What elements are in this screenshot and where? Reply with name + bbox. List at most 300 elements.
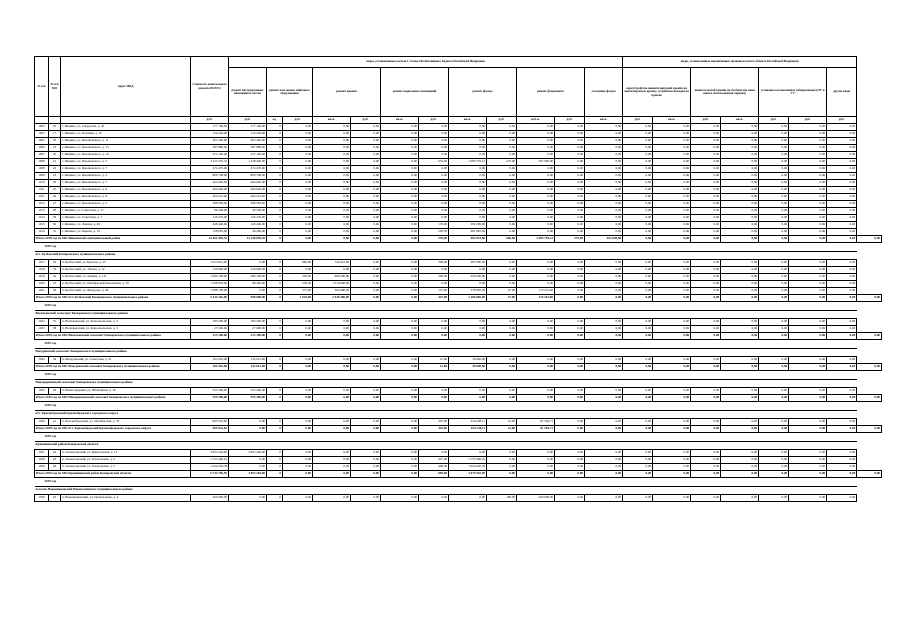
total-cell: 0,00 (691, 395, 721, 402)
table-cell: 0,00 (623, 464, 653, 471)
total-cell: 213 100,00 (229, 333, 267, 340)
table-cell: 0,00 (419, 152, 449, 159)
table-cell: 0,00 (585, 194, 623, 201)
table-cell: 0,00 (351, 124, 381, 131)
table-cell: 0,00 (313, 267, 351, 274)
table-cell: 0,00 (789, 450, 827, 457)
municipality-label: поселок Новоивановский Новокузнецкого муниципального района (35, 486, 857, 495)
address-cell: г. Яшкино, ул. Кирова, д. 16 (61, 229, 191, 236)
table-cell: 0,00 (517, 145, 555, 152)
total-cell: 14 401 095,32 (191, 236, 229, 243)
total-cell: 0,00 (857, 364, 882, 371)
table-cell: 0,00 (313, 166, 351, 173)
total-cell: 0,00 (229, 426, 267, 433)
total-cell: 0,00 (857, 471, 882, 478)
address-cell: п. Новоивановский, ул. Центральная, д. 4 (61, 495, 191, 502)
table-cell: 0,00 (653, 450, 691, 457)
table-cell: 0,00 (721, 388, 759, 395)
year-row (35, 433, 882, 442)
total-cell: 0,00 (419, 395, 449, 402)
table-cell: 0,00 (283, 464, 313, 471)
table-cell: 0,00 (487, 166, 517, 173)
table-cell: 600 000,00 (449, 274, 487, 281)
table-cell: 0,00 (789, 464, 827, 471)
table-cell: 0,00 (313, 326, 351, 333)
table-cell: 0,00 (721, 260, 759, 267)
total-cell: 0 (267, 426, 283, 433)
table-cell: 0,00 (381, 131, 419, 138)
table-row (35, 357, 882, 364)
table-cell: 0,00 (555, 201, 585, 208)
table-cell: 0,00 (691, 201, 721, 208)
table-cell: 0,00 (313, 201, 351, 208)
table-cell: 1011 (35, 187, 49, 194)
table-cell: 31 (49, 229, 61, 236)
table-cell: 388 584,00 (191, 201, 229, 208)
total-cell: 11 238 039,20 (229, 236, 267, 243)
table-cell: 0,00 (653, 187, 691, 194)
table-cell: 0 (267, 152, 283, 159)
table-cell: 0,00 (653, 326, 691, 333)
table-cell: 200 000,00 (517, 495, 555, 502)
address-cell: г. Яшкино, ул. Циолковского, д. 5 (61, 159, 191, 166)
total-cell: 0,00 (517, 333, 555, 340)
table-cell: 0,00 (229, 457, 267, 464)
unit-cell-blank (61, 117, 191, 124)
col-header-meters: установка коллективных (общедомовых) ПУ и УУ (759, 68, 827, 117)
table-cell: 0,00 (789, 419, 827, 426)
year-row (35, 340, 882, 349)
table-cell: 1 083 755,12 (449, 159, 487, 166)
table-cell: 0,00 (381, 152, 419, 159)
table-cell: 0,00 (419, 450, 449, 457)
table-cell: 0,00 (381, 173, 419, 180)
table-cell: 0,00 (283, 267, 313, 274)
table-cell: 0,00 (721, 319, 759, 326)
table-cell: 0,00 (721, 288, 759, 295)
table-cell: 0,00 (487, 326, 517, 333)
table-cell: 0,00 (827, 457, 857, 464)
unit-cell: ед. (267, 117, 283, 124)
total-cell: 0,00 (313, 426, 351, 433)
municipality-label: пгт. Краснобродский Краснобродского городского округа (35, 410, 857, 419)
table-cell: 0,00 (691, 495, 721, 502)
table-cell: 809 748,00 (191, 173, 229, 180)
table-cell: 0,00 (827, 166, 857, 173)
table-cell: 0,00 (721, 187, 759, 194)
table-cell: 0,00 (721, 450, 759, 457)
table-row (35, 274, 882, 281)
table-cell: 38 (49, 326, 61, 333)
total-row (35, 236, 882, 243)
table-cell: 0,00 (789, 138, 827, 145)
table-row (35, 464, 882, 471)
table-cell: 0,00 (487, 274, 517, 281)
table-cell: 0,00 (585, 388, 623, 395)
table-cell: 0,00 (759, 388, 789, 395)
table-cell: 0,00 (381, 357, 419, 364)
table-cell: 0,00 (381, 145, 419, 152)
total-cell: 0,00 (585, 295, 623, 302)
table-cell: 170,00 (419, 222, 449, 229)
table-cell: 0,00 (691, 388, 721, 395)
table-cell: 0,00 (517, 124, 555, 131)
table-cell: 154 204,00 (191, 131, 229, 138)
table-cell: 728 081,00 (191, 229, 229, 236)
table-cell: 0,00 (759, 180, 789, 187)
table-cell: 0,00 (789, 495, 827, 502)
table-cell: 0,00 (759, 495, 789, 502)
table-cell: 185 500,00 (191, 319, 229, 326)
year-label: 2019 год (35, 402, 857, 411)
table-cell: 0,00 (759, 288, 789, 295)
table-cell: 0,00 (653, 288, 691, 295)
table-cell: 0,00 (555, 388, 585, 395)
table-cell: 0,00 (721, 138, 759, 145)
table-cell: 0,00 (789, 457, 827, 464)
table-cell: 0,00 (759, 229, 789, 236)
table-cell: 0,00 (653, 388, 691, 395)
table-cell: 0,00 (585, 124, 623, 131)
table-cell: 0,00 (555, 145, 585, 152)
table-cell: 39 (49, 357, 61, 364)
table-cell: 0,00 (313, 464, 351, 471)
table-cell: 16 (49, 124, 61, 131)
table-cell: 0,00 (449, 326, 487, 333)
municipality-label: пгт. Кузбасский Кемеровского муниципального района (35, 251, 857, 260)
table-cell: 22 (49, 166, 61, 173)
col-header-facade: ремонт фасада (449, 68, 517, 117)
table-cell: 468,00 (419, 464, 449, 471)
table-cell: 0,00 (555, 450, 585, 457)
table-cell: 0,00 (419, 267, 449, 274)
table-cell: 0,00 (449, 208, 487, 215)
table-cell: 0,00 (517, 267, 555, 274)
table-cell: 0,00 (585, 274, 623, 281)
table-cell: 0,00 (721, 215, 759, 222)
table-cell: 24 (49, 180, 61, 187)
total-cell: 0,00 (789, 333, 827, 340)
table-cell: 0,00 (419, 180, 449, 187)
table-cell: 0,00 (419, 166, 449, 173)
table-cell: 0,00 (381, 215, 419, 222)
table-cell: 0,00 (555, 274, 585, 281)
table-cell: 0,00 (487, 180, 517, 187)
table-cell: 0,00 (487, 208, 517, 215)
table-cell: 100,00 (487, 495, 517, 502)
year-row (35, 302, 882, 311)
table-cell: 555 296,00 (191, 388, 229, 395)
table-cell: 0,00 (827, 131, 857, 138)
table-cell: 0,00 (487, 194, 517, 201)
table-cell: 0,00 (487, 131, 517, 138)
table-row (35, 319, 882, 326)
table-cell: 0 (267, 194, 283, 201)
table-cell: 0,00 (283, 166, 313, 173)
table-cell: 0,00 (721, 222, 759, 229)
total-cell: 0,00 (555, 426, 585, 433)
table-cell: 0,00 (759, 274, 789, 281)
table-cell: 0,00 (487, 173, 517, 180)
table-cell: 0,00 (759, 194, 789, 201)
section-row (35, 310, 882, 319)
table-row (35, 495, 882, 502)
table-cell: 0,00 (555, 208, 585, 215)
address-cell: г. Яшкино, ул. Циолковского, д. 16 (61, 152, 191, 159)
col-header-num-mo: № п/п МО (49, 57, 61, 117)
table-cell: 297 060,00 (517, 159, 555, 166)
table-cell: 0,00 (351, 222, 381, 229)
total-cell: 0,00 (555, 364, 585, 371)
table-cell: 0,00 (653, 215, 691, 222)
table-cell: 154 204,00 (229, 131, 267, 138)
table-cell: 0,00 (653, 124, 691, 131)
table-cell: 0 (267, 495, 283, 502)
table-cell: 0,00 (555, 357, 585, 364)
total-row (35, 333, 882, 340)
table-cell: 0,00 (691, 357, 721, 364)
table-cell: 0,00 (691, 215, 721, 222)
units-row (35, 117, 882, 124)
table-cell: 3 853 204,00 (229, 450, 267, 457)
total-cell: 0,00 (691, 364, 721, 371)
total-cell: 0,00 (759, 295, 789, 302)
total-cell: 0,00 (827, 471, 857, 478)
table-cell: 0,00 (449, 187, 487, 194)
total-cell: 0,00 (691, 333, 721, 340)
table-cell: 0,00 (283, 194, 313, 201)
table-cell: 0,00 (381, 457, 419, 464)
table-cell: 0,00 (351, 187, 381, 194)
table-row (35, 419, 882, 426)
table-cell: 0,00 (283, 419, 313, 426)
total-cell: 0,00 (653, 236, 691, 243)
table-cell: 0,00 (653, 208, 691, 215)
table-cell: 44 (49, 464, 61, 471)
table-cell: 27 (49, 201, 61, 208)
table-cell: 0,00 (283, 495, 313, 502)
table-cell: 0,00 (381, 288, 419, 295)
total-label: Итого 2019 год по МО пгт. Кузбасский Кемеровского муниципального района (35, 295, 191, 302)
table-cell: 320,00 (283, 274, 313, 281)
table-cell: 0,00 (487, 187, 517, 194)
table-cell: 375,00 (283, 288, 313, 295)
table-cell: 0,00 (653, 152, 691, 159)
table-cell: 0,00 (419, 281, 449, 288)
table-cell: 0,00 (449, 152, 487, 159)
table-cell: 0,00 (229, 260, 267, 267)
unit-cell: руб. (759, 117, 789, 124)
total-cell: 1 083 755,12 (517, 236, 555, 243)
year-label: 2019 год (35, 371, 857, 380)
col-header-roof-conversion: переустройство невентилируемой крыши на вентилируемую крышу, устройство выходов на кровлю (623, 68, 691, 117)
table-cell: 0,00 (585, 450, 623, 457)
table-cell: 0,00 (313, 187, 351, 194)
table-cell: 427,00 (419, 457, 449, 464)
unit-cell: руб. (283, 117, 313, 124)
table-cell: 0 (267, 187, 283, 194)
total-row (35, 426, 882, 433)
total-row (35, 471, 882, 478)
table-cell: 0,00 (623, 124, 653, 131)
total-cell: 0,00 (827, 395, 857, 402)
table-cell: 0,00 (691, 187, 721, 194)
table-cell: 0,00 (691, 159, 721, 166)
address-cell: п. Зеленогорский, ул. Театральная, д. 3 (61, 464, 191, 471)
table-cell: 0,00 (517, 222, 555, 229)
total-cell: 895,00 (419, 471, 449, 478)
table-cell: 0,00 (789, 131, 827, 138)
table-cell: 0,00 (381, 388, 419, 395)
unit-cell: куб.м. (517, 117, 555, 124)
table-cell: 0,00 (623, 173, 653, 180)
municipality-label: Мазуровский сельсовет Кемеровского муниципального района (35, 348, 857, 357)
total-cell: 0,00 (759, 236, 789, 243)
total-cell: 41,00 (487, 426, 517, 433)
table-cell: 0 (267, 267, 283, 274)
table-cell: 1020 (35, 281, 49, 288)
address-cell: п. Зеленогорский, ул. Театральная, д. 2 (61, 457, 191, 464)
table-cell: 0,00 (419, 388, 449, 395)
table-cell: 41 (49, 419, 61, 426)
year-row (35, 402, 882, 411)
table-cell: 0,00 (449, 173, 487, 180)
total-cell: 0,00 (623, 395, 653, 402)
col-header-flat-roof: замена плоской крыши на скатную (не ниже нового использования чердака) (691, 68, 759, 117)
table-cell: 0,00 (691, 145, 721, 152)
table-row (35, 388, 882, 395)
table-cell: 0,00 (555, 187, 585, 194)
total-cell: 0,00 (283, 395, 313, 402)
total-cell: 0,00 (351, 471, 381, 478)
table-cell: 40 (49, 388, 61, 395)
table-cell: 0,00 (759, 281, 789, 288)
table-cell: 21 (49, 159, 61, 166)
table-cell: 0,00 (827, 215, 857, 222)
table-cell: 0 (267, 173, 283, 180)
table-cell: 0,00 (283, 319, 313, 326)
total-cell: 0,00 (691, 295, 721, 302)
total-cell: 0,00 (827, 426, 857, 433)
table-cell: 0,00 (381, 274, 419, 281)
total-cell: 0,00 (721, 236, 759, 243)
table-cell: 0,00 (827, 388, 857, 395)
table-cell: 0,00 (351, 145, 381, 152)
table-cell: 0,00 (789, 357, 827, 364)
address-cell: г. Яшкино, ул. Циолковского, д. 7 (61, 180, 191, 187)
table-cell: 126 276,00 (229, 215, 267, 222)
table-cell: 0,00 (653, 357, 691, 364)
table-cell: 0,00 (827, 208, 857, 215)
table-cell: 0,00 (555, 131, 585, 138)
total-cell: 0,00 (381, 236, 419, 243)
table-cell: 0,00 (351, 229, 381, 236)
table-cell: 0,00 (229, 288, 267, 295)
table-cell: 0,00 (585, 208, 623, 215)
col-header-insulation: утепление фасада (585, 68, 623, 117)
table-cell: 405 346,00 (229, 138, 267, 145)
table-cell: 1022 (35, 319, 49, 326)
table-cell: 0,00 (691, 194, 721, 201)
table-cell: 0,00 (623, 187, 653, 194)
address-cell: г. Яшкино, ул. Советская, д. 17 (61, 208, 191, 215)
unit-cell: руб. (623, 117, 653, 124)
year-label: 2019 год (35, 478, 857, 487)
table-cell: 0,00 (789, 274, 827, 281)
table-cell: 0 (267, 419, 283, 426)
table-cell: 0,00 (487, 152, 517, 159)
table-cell: 0,00 (419, 201, 449, 208)
table-cell: 36 (49, 288, 61, 295)
table-cell: 0,00 (691, 464, 721, 471)
table-cell: 177 106,00 (229, 124, 267, 131)
table-cell: 96 348,00 (191, 208, 229, 215)
table-cell: 283,50 (419, 229, 449, 236)
total-cell: 0,00 (691, 426, 721, 433)
total-cell: 0,00 (283, 471, 313, 478)
table-cell: 1016 (35, 229, 49, 236)
municipality-label: Крапивинский район Кемеровской области (35, 441, 857, 450)
total-cell: 0,00 (691, 471, 721, 478)
table-cell: 0,00 (759, 357, 789, 364)
table-cell: 0,00 (555, 166, 585, 173)
table-cell: 0,00 (789, 388, 827, 395)
table-cell: 0,00 (691, 222, 721, 229)
total-cell: 0,00 (381, 395, 419, 402)
table-cell: 0,00 (721, 208, 759, 215)
table-cell: 0,00 (487, 357, 517, 364)
address-cell: п. Кузбасский, ул. Октябрьской Революции, д. 78 (61, 281, 191, 288)
table-cell: 0,00 (721, 159, 759, 166)
total-cell: 0,00 (827, 236, 857, 243)
col-header-engineering: ремонт внутридомовых инженерных систем (229, 68, 267, 117)
table-cell: 0,00 (283, 450, 313, 457)
table-cell: 0,00 (283, 159, 313, 166)
total-cell: 0 (267, 333, 283, 340)
table-cell: 0,00 (623, 288, 653, 295)
table-cell: 0 (267, 326, 283, 333)
total-cell: 0,00 (721, 295, 759, 302)
table-cell: 0,00 (555, 229, 585, 236)
total-cell: 0,00 (381, 471, 419, 478)
table-cell: 0,00 (381, 450, 419, 457)
table-cell: 0,00 (789, 222, 827, 229)
table-cell: 0,00 (585, 357, 623, 364)
table-cell: 0,00 (313, 173, 351, 180)
table-cell: 0,00 (487, 215, 517, 222)
table-cell: 0,00 (487, 229, 517, 236)
table-cell: 0,00 (585, 159, 623, 166)
table-cell: 0 (267, 124, 283, 131)
table-cell: 809 748,00 (229, 173, 267, 180)
table-cell: 0,00 (517, 457, 555, 464)
table-cell: 0,00 (827, 319, 857, 326)
table-cell: 0 (267, 288, 283, 295)
table-cell: 1003 (35, 131, 49, 138)
table-cell: 0,00 (585, 166, 623, 173)
table-cell: 1002 (35, 124, 49, 131)
col-header-total-cost: Стоимость капитального ремонта ВСЕГО (191, 57, 229, 117)
table-cell: 26 (49, 194, 61, 201)
total-cell: 0,00 (283, 333, 313, 340)
table-cell: 0 (267, 201, 283, 208)
total-cell: 30 840,00 (449, 364, 487, 371)
table-cell: 0,00 (517, 281, 555, 288)
table-cell: 0,00 (827, 222, 857, 229)
address-cell: п. Кузбасский, ул. Ленина, д. 131 (61, 274, 191, 281)
table-cell: 0,00 (517, 326, 555, 333)
table-cell: 0,00 (827, 357, 857, 364)
